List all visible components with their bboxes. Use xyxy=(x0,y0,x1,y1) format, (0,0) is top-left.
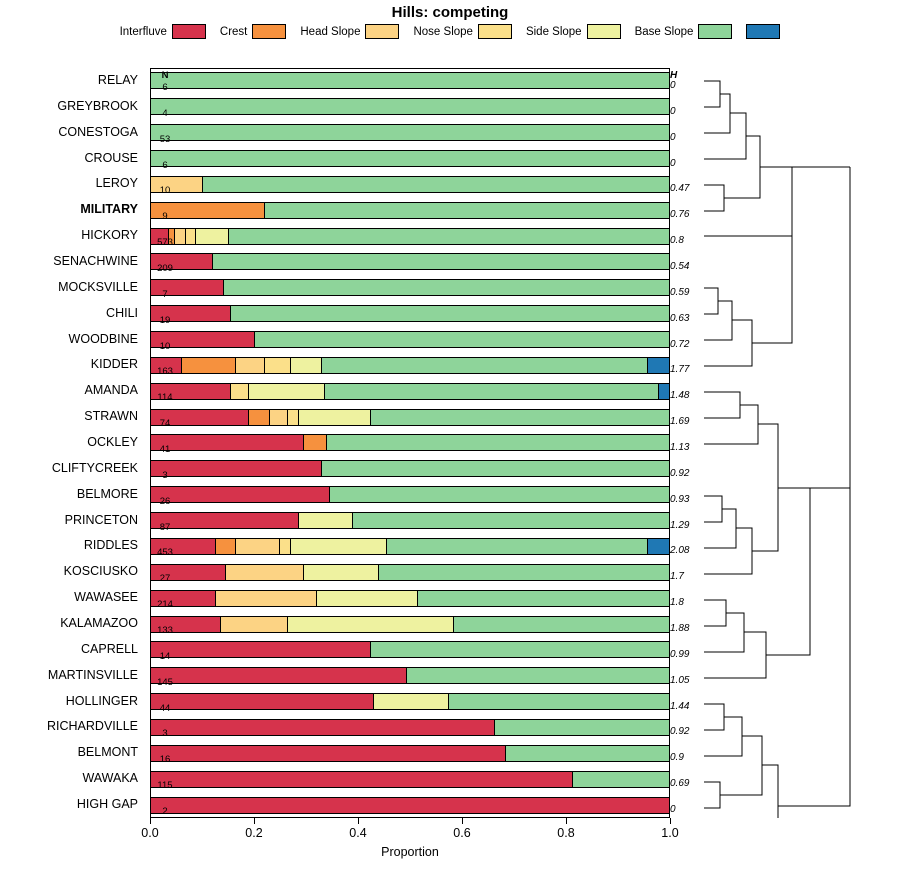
row-h-value: 1.44 xyxy=(670,700,690,712)
bar-segment xyxy=(322,461,669,476)
row-h-value: 0.59 xyxy=(670,286,690,298)
legend-swatch xyxy=(365,24,399,39)
bar-row[interactable] xyxy=(150,456,670,482)
bar-segment xyxy=(280,539,290,554)
stacked-bar xyxy=(150,667,670,684)
legend-entry xyxy=(220,24,286,39)
legend-swatch xyxy=(478,24,512,39)
bar-row[interactable] xyxy=(150,766,670,792)
row-n-value: 453 xyxy=(157,547,173,559)
legend-swatch xyxy=(587,24,621,39)
row-label: PRINCETON xyxy=(64,512,138,527)
row-n-value: 9 xyxy=(162,211,168,223)
bar-segment xyxy=(288,617,454,632)
bar-segment xyxy=(229,229,669,244)
stacked-bar xyxy=(150,279,670,296)
bar-segment xyxy=(506,746,669,761)
row-n-value: 163 xyxy=(157,366,173,378)
stacked-bar xyxy=(150,228,670,245)
row-n-value: 10 xyxy=(159,185,171,197)
legend-label: Crest xyxy=(219,25,248,38)
bar-segment xyxy=(299,410,372,425)
dendrogram-svg xyxy=(700,68,900,818)
stacked-bar xyxy=(150,331,670,348)
row-label: RICHARDVILLE xyxy=(47,719,138,734)
bar-segment xyxy=(236,358,264,373)
row-h-value: 0 xyxy=(670,804,676,816)
bar-row[interactable] xyxy=(150,740,670,766)
bar-segment xyxy=(231,306,669,321)
bar-segment xyxy=(330,487,669,502)
stacked-bar xyxy=(150,745,670,762)
bar-row[interactable] xyxy=(150,94,670,120)
row-label: CAPRELL xyxy=(81,641,138,656)
row-n-value: 6 xyxy=(162,159,168,171)
row-h-value: 0 xyxy=(670,105,676,117)
bar-segment xyxy=(379,565,669,580)
bar-segment xyxy=(226,565,304,580)
bar-segment xyxy=(151,798,669,813)
bar-segment xyxy=(151,720,495,735)
stacked-bar xyxy=(150,564,670,581)
bar-row[interactable] xyxy=(150,327,670,353)
bar-segment xyxy=(151,125,669,140)
bar-segment xyxy=(216,539,237,554)
bar-row[interactable] xyxy=(150,197,670,223)
row-n-value: 3 xyxy=(162,728,168,740)
row-n-value: 3 xyxy=(162,469,168,481)
row-label: GREYBROOK xyxy=(57,98,138,113)
stacked-bar xyxy=(150,693,670,710)
bar-segment xyxy=(151,73,669,88)
row-n-value: 6 xyxy=(162,81,168,93)
row-n-value: 74 xyxy=(159,418,171,430)
row-label: AMANDA xyxy=(84,383,138,398)
row-h-value: 1.8 xyxy=(670,597,684,609)
row-label: HICKORY xyxy=(81,228,138,243)
bar-segment xyxy=(151,99,669,114)
bar-row[interactable] xyxy=(150,301,670,327)
row-h-value: 0.9 xyxy=(670,752,684,764)
row-label: CHILI xyxy=(106,305,138,320)
row-label: OCKLEY xyxy=(87,435,138,449)
row-h-value: 1.29 xyxy=(670,519,690,531)
bar-segment xyxy=(151,746,506,761)
row-n-value: 114 xyxy=(157,392,173,404)
bar-segment xyxy=(236,539,280,554)
bar-row[interactable] xyxy=(150,637,670,663)
bar-segment xyxy=(291,539,387,554)
row-label: STRAWN xyxy=(84,409,138,424)
stacked-bar xyxy=(150,253,670,270)
row-label: KOSCIUSKO xyxy=(63,564,138,579)
page-title: Hills: competing xyxy=(391,4,509,21)
n-column xyxy=(150,68,180,818)
bar-segment xyxy=(327,435,669,450)
stacked-bar xyxy=(150,72,670,89)
legend-label: Head Slope xyxy=(300,25,361,38)
row-h-value: 1.48 xyxy=(670,390,690,402)
axis-tick xyxy=(566,818,567,824)
bar-segment xyxy=(573,772,669,787)
bar-row[interactable] xyxy=(150,352,670,378)
row-h-value: 1.05 xyxy=(670,674,690,686)
legend-entry xyxy=(526,24,621,39)
row-label: MILITARY xyxy=(80,202,138,217)
row-label: CROUSE xyxy=(84,150,138,165)
bar-row[interactable] xyxy=(150,378,670,404)
bar-row[interactable] xyxy=(150,275,670,301)
row-n-value: 53 xyxy=(159,133,171,145)
bar-segment xyxy=(255,332,669,347)
stacked-bar xyxy=(150,305,670,322)
bar-row[interactable] xyxy=(150,559,670,585)
row-h-value: 0.76 xyxy=(670,209,690,221)
row-label: MARTINSVILLE xyxy=(47,667,138,682)
bar-segment xyxy=(371,642,669,657)
stacked-bar xyxy=(150,719,670,736)
h-column-header: H xyxy=(670,70,678,81)
bar-segment xyxy=(249,384,324,399)
row-n-value: 2 xyxy=(162,806,168,818)
bar-segment xyxy=(249,410,270,425)
row-label: RELAY xyxy=(97,72,138,87)
stacked-bar xyxy=(150,771,670,788)
legend-entry xyxy=(413,24,511,39)
legend-swatch xyxy=(698,24,732,39)
stacked-bar xyxy=(150,150,670,167)
row-h-value: 0.63 xyxy=(670,312,690,324)
row-label: CLIFTYCREEK xyxy=(51,460,138,475)
row-n-value: 573 xyxy=(157,237,173,249)
axis-tick xyxy=(670,818,671,824)
stacked-bar xyxy=(150,176,670,193)
bar-segment xyxy=(270,410,288,425)
stacked-bar xyxy=(150,538,670,555)
legend-swatch xyxy=(746,24,780,39)
bar-segment xyxy=(151,772,573,787)
row-h-value: 1.88 xyxy=(670,623,690,635)
bar-row[interactable] xyxy=(150,430,670,456)
row-n-value: 14 xyxy=(159,650,171,662)
row-h-value: 0.92 xyxy=(670,726,690,738)
row-label: KALAMAZOO xyxy=(60,616,138,631)
stacked-bar xyxy=(150,98,670,115)
bar-row[interactable] xyxy=(150,249,670,275)
stacked-bar xyxy=(150,124,670,141)
row-label: RIDDLES xyxy=(83,538,138,553)
bar-segment xyxy=(371,410,669,425)
row-h-value: 0 xyxy=(670,157,676,169)
bar-segment xyxy=(418,591,669,606)
row-label: MOCKSVILLE xyxy=(58,279,138,294)
row-label: WOODBINE xyxy=(68,331,138,346)
row-n-value: 10 xyxy=(159,340,171,352)
stacked-bar xyxy=(150,460,670,477)
legend-label: Side Slope xyxy=(525,25,582,38)
bar-row[interactable] xyxy=(150,611,670,637)
bar-segment xyxy=(325,384,659,399)
row-label: HOLLINGER xyxy=(65,693,138,708)
legend xyxy=(0,24,900,39)
row-n-value: 4 xyxy=(162,107,168,119)
row-h-value: 0.8 xyxy=(670,235,684,247)
bar-segment xyxy=(304,565,379,580)
row-h-value: 0 xyxy=(670,131,676,143)
bar-row[interactable] xyxy=(150,585,670,611)
row-n-value: 209 xyxy=(157,262,173,274)
stacked-bar xyxy=(150,797,670,814)
bar-segment xyxy=(231,384,249,399)
row-label: CONESTOGA xyxy=(58,124,138,139)
bar-row[interactable] xyxy=(150,792,670,818)
axis-tick-label: 0.4 xyxy=(349,826,367,840)
bar-segment xyxy=(216,591,317,606)
bar-row[interactable] xyxy=(150,715,670,741)
axis-tick-label: 0.6 xyxy=(453,826,471,840)
legend-entry xyxy=(120,24,206,39)
row-h-value: 0.92 xyxy=(670,467,690,479)
bar-segment xyxy=(495,720,669,735)
axis-tick-label: 0.8 xyxy=(557,826,575,840)
bar-segment xyxy=(407,668,669,683)
row-h-value: 1.7 xyxy=(670,571,684,583)
row-n-value: 44 xyxy=(159,702,171,714)
row-n-value: 27 xyxy=(159,573,171,585)
bar-segment xyxy=(387,539,649,554)
row-h-value: 1.13 xyxy=(670,442,690,453)
axis-tick-label: 1.0 xyxy=(661,826,679,840)
row-label-column xyxy=(0,68,146,818)
bar-segment xyxy=(265,203,669,218)
row-label: KIDDER xyxy=(90,357,138,372)
bar-row[interactable] xyxy=(150,171,670,197)
row-n-value: 133 xyxy=(157,625,173,637)
row-label: LEROY xyxy=(95,176,138,191)
bar-rows xyxy=(150,68,670,818)
axis-tick xyxy=(150,818,151,824)
bar-row[interactable] xyxy=(150,146,670,172)
legend-label: Base Slope xyxy=(634,25,694,38)
bar-segment xyxy=(454,617,669,632)
axis-tick xyxy=(358,818,359,824)
bar-row[interactable] xyxy=(150,534,670,560)
stacked-bar xyxy=(150,486,670,503)
bar-segment xyxy=(151,668,407,683)
bar-row[interactable] xyxy=(150,508,670,534)
axis-tick-label: 0.2 xyxy=(245,826,263,840)
row-label: BELMONT xyxy=(77,745,138,760)
row-h-value: 1.77 xyxy=(670,364,690,376)
bar-segment xyxy=(288,410,298,425)
bar-segment xyxy=(299,513,353,528)
bar-segment xyxy=(213,254,669,269)
stacked-bar xyxy=(150,616,670,633)
row-h-value: 1.69 xyxy=(670,416,690,428)
row-n-value: 7 xyxy=(162,288,168,300)
axis-tick xyxy=(462,818,463,824)
bar-segment xyxy=(322,358,648,373)
bar-segment xyxy=(221,617,288,632)
legend-label: Nose Slope xyxy=(413,25,473,38)
legend-entry xyxy=(300,24,399,39)
stacked-bar xyxy=(150,434,670,451)
stacked-bar xyxy=(150,590,670,607)
legend-swatch xyxy=(252,24,286,39)
stacked-bar xyxy=(150,409,670,426)
stacked-bar xyxy=(150,202,670,219)
bar-segment xyxy=(186,229,196,244)
row-n-value: 16 xyxy=(159,754,171,766)
bar-segment xyxy=(203,177,669,192)
axis-tick-label: 0.0 xyxy=(141,826,159,840)
bar-segment xyxy=(265,358,291,373)
bar-segment xyxy=(196,229,229,244)
row-h-value: 0.72 xyxy=(670,338,690,350)
stacked-bar xyxy=(150,357,670,374)
dendrogram xyxy=(700,68,900,818)
stacked-bar xyxy=(150,641,670,658)
legend-entry xyxy=(746,24,780,39)
stacked-bar xyxy=(150,383,670,400)
bar-segment xyxy=(151,694,374,709)
row-n-value: 145 xyxy=(157,676,173,688)
row-n-value: 87 xyxy=(159,521,171,533)
legend-swatch xyxy=(172,24,206,39)
bar-segment xyxy=(151,151,669,166)
row-label: BELMORE xyxy=(76,486,138,501)
row-h-value: 2.08 xyxy=(670,545,690,557)
row-h-value: 0.93 xyxy=(670,493,690,505)
stacked-bar xyxy=(150,512,670,529)
bar-segment xyxy=(224,280,669,295)
row-label: HIGH GAP xyxy=(76,797,138,812)
row-label: WAWASEE xyxy=(74,590,138,605)
bar-row[interactable] xyxy=(150,223,670,249)
bar-segment xyxy=(151,642,371,657)
row-label: WAWAKA xyxy=(82,771,138,786)
row-label: SENACHWINE xyxy=(53,253,138,268)
legend-label: Interfluve xyxy=(119,25,167,38)
bar-row[interactable] xyxy=(150,404,670,430)
row-h-value: 0.99 xyxy=(670,648,690,660)
bar-segment xyxy=(449,694,669,709)
bar-row[interactable] xyxy=(150,663,670,689)
bar-segment xyxy=(182,358,236,373)
row-n-value: 41 xyxy=(159,444,171,455)
bar-segment xyxy=(291,358,322,373)
row-n-value: 19 xyxy=(159,314,171,326)
bar-segment xyxy=(353,513,669,528)
row-n-value: 214 xyxy=(157,599,173,611)
row-h-value: 0 xyxy=(670,79,676,91)
legend-entry xyxy=(635,24,733,39)
row-n-value: 26 xyxy=(159,495,171,507)
bar-row[interactable] xyxy=(150,689,670,715)
axis-tick xyxy=(254,818,255,824)
n-column-header: N xyxy=(161,70,169,81)
row-h-value: 0.54 xyxy=(670,260,690,272)
x-axis-label: Proportion xyxy=(381,845,439,859)
bar-row[interactable] xyxy=(150,120,670,146)
bar-segment xyxy=(304,435,327,450)
bar-row[interactable] xyxy=(150,482,670,508)
bar-segment xyxy=(374,694,449,709)
row-h-value: 0.69 xyxy=(670,778,690,790)
bar-row[interactable] xyxy=(150,68,670,94)
bar-segment xyxy=(317,591,418,606)
row-h-value: 0.47 xyxy=(670,183,690,195)
row-n-value: 115 xyxy=(157,780,173,792)
